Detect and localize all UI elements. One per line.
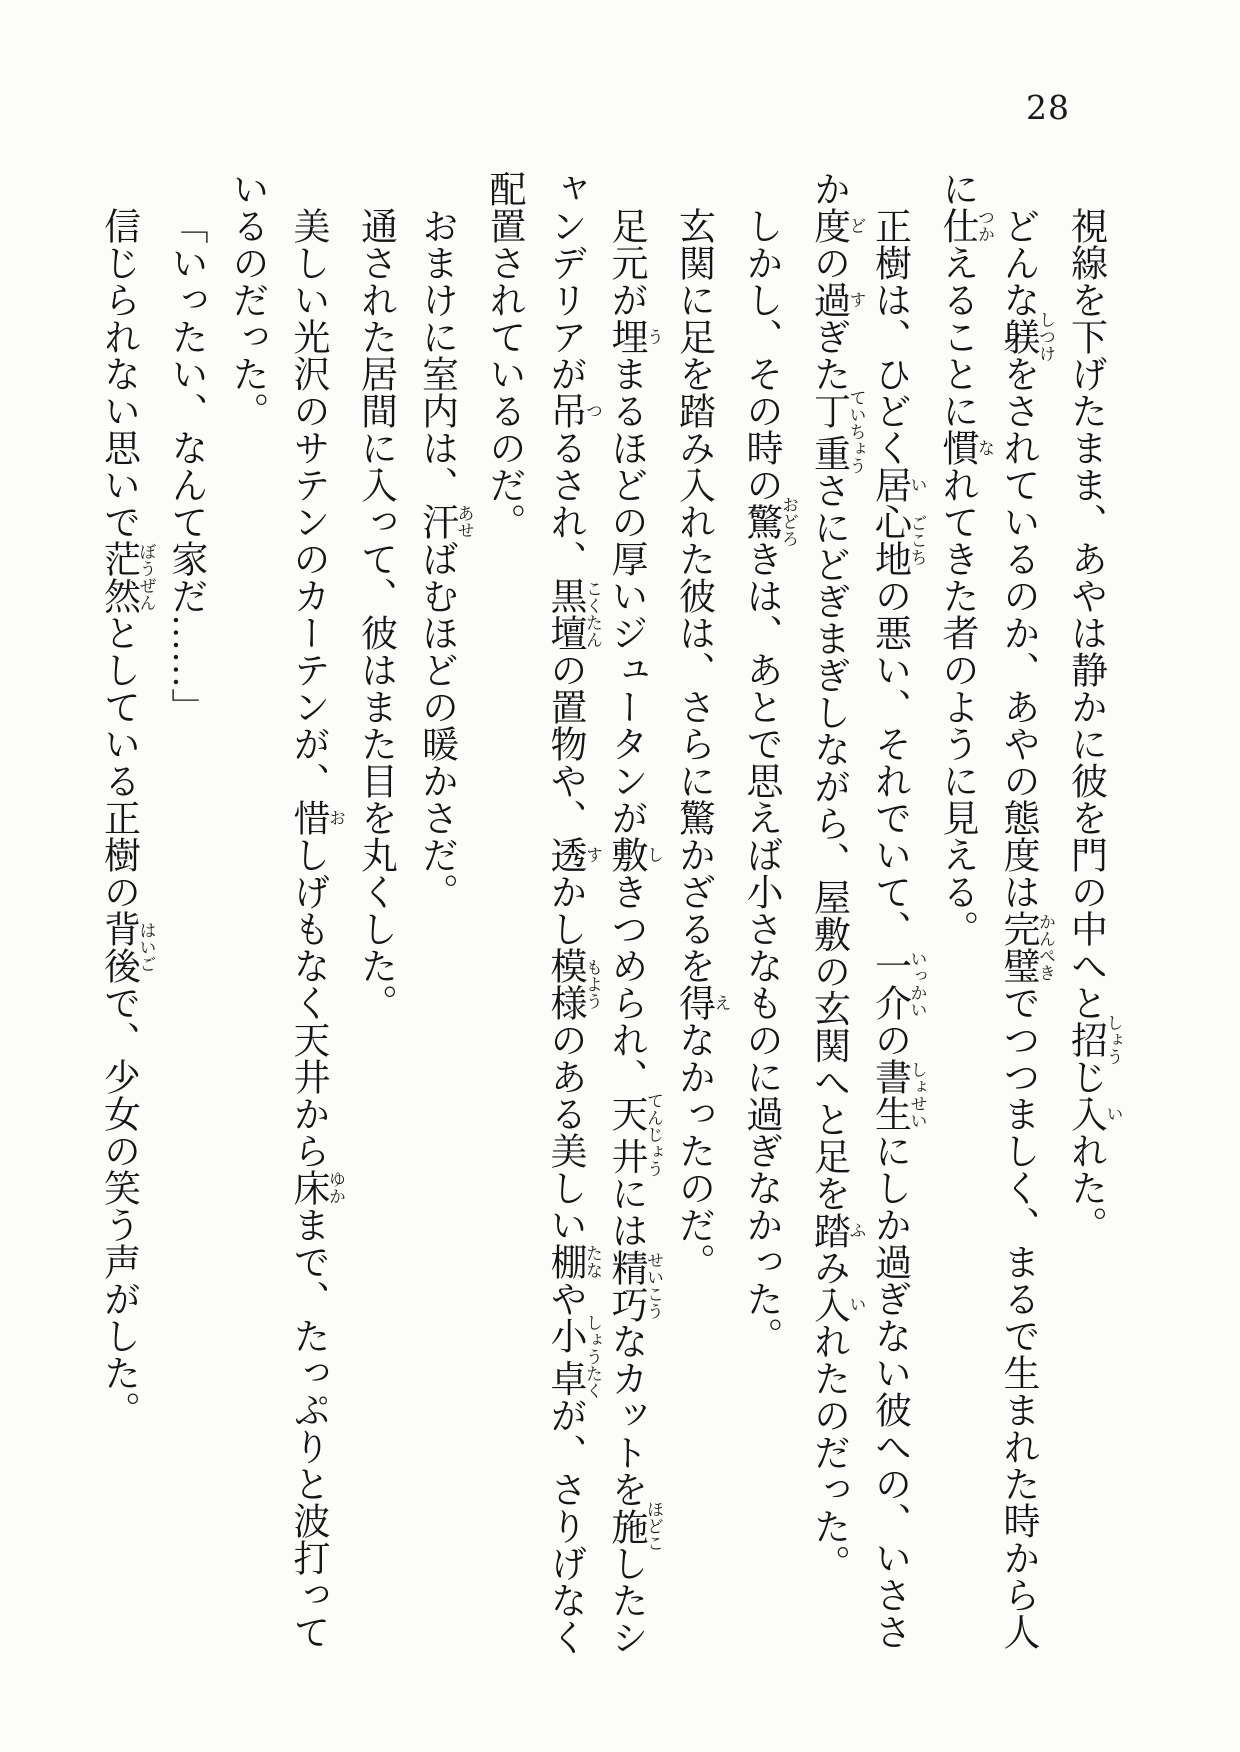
word-with-furigana: 居い <box>868 466 927 503</box>
furigana: ほどこ <box>644 1500 663 1552</box>
paragraph <box>798 170 927 1680</box>
paragraph <box>663 170 731 1680</box>
paragraph <box>406 170 474 1680</box>
text-run: で、少女の笑う声がした。 <box>97 984 139 1428</box>
word-with-furigana: 入い <box>1064 1095 1123 1132</box>
text-run: 正樹は、ひどく <box>868 207 910 466</box>
furigana: ぼうぜん <box>136 540 156 614</box>
furigana: せいこう <box>644 1248 663 1323</box>
furigana: ど <box>846 207 866 244</box>
word-with-furigana: 背後はいご <box>97 910 156 984</box>
furigana: し <box>644 836 663 873</box>
word-with-furigana: 小卓しょうたく <box>544 1314 602 1400</box>
text-run: えることに <box>936 244 977 429</box>
text-run: おまけに室内は、 <box>415 207 457 503</box>
furigana: しつけ <box>1036 311 1055 362</box>
furigana: しょうたく <box>583 1314 602 1400</box>
paragraph <box>926 170 1055 1680</box>
paragraph <box>1055 170 1123 1680</box>
furigana: い <box>846 1285 866 1323</box>
furigana: しょせい <box>907 1058 927 1132</box>
word-with-furigana: 敷し <box>605 836 663 873</box>
text-run: のある美しい <box>544 1021 585 1243</box>
word-with-furigana: 精巧せいこう <box>605 1248 663 1323</box>
text-run: 玄関に足を踏み入れた彼は、さらに驚かざるを <box>672 207 714 984</box>
furigana: ていちょう <box>846 389 866 475</box>
furigana: おどろ <box>779 496 798 547</box>
furigana: ごこち <box>907 503 927 577</box>
text-run: かし <box>544 873 585 947</box>
word-with-furigana: 模様もよう <box>544 947 602 1021</box>
paragraph <box>345 170 406 1680</box>
text-run: ぎた <box>807 318 849 392</box>
furigana: しょう <box>1103 1014 1123 1065</box>
word-with-furigana: 茫然ぼうぜん <box>97 540 156 614</box>
text-run: きつめられ、 <box>605 873 646 1095</box>
furigana: つか <box>975 207 994 244</box>
text-run: 通された居間に入って、彼はまた目を丸くした。 <box>354 207 396 1021</box>
word-with-furigana: 床ゆか <box>287 1169 345 1206</box>
text-run: るされ、 <box>544 429 585 577</box>
text-run: 足元が <box>605 207 646 318</box>
text-run: や <box>544 1280 585 1317</box>
word-with-furigana: 丁重ていちょう <box>807 389 866 475</box>
paragraph <box>216 170 345 1680</box>
word-with-furigana: 踏ふ <box>807 1211 866 1249</box>
word-with-furigana: 過す <box>807 281 866 318</box>
text-run: 視線を下げたまま、あやは静かに彼を門の中へと <box>1064 207 1106 1021</box>
word-with-furigana: 施ほどこ <box>605 1500 663 1552</box>
furigana: もよう <box>583 947 602 1021</box>
furigana: う <box>644 318 663 355</box>
word-with-furigana: 埋う <box>605 318 663 355</box>
word-with-furigana: 入い <box>807 1285 866 1323</box>
word-with-furigana: 一介いっかい <box>868 947 927 1021</box>
word-with-furigana: 吊つ <box>544 392 602 429</box>
text-run: まで、たっぷりと波打っているのだった。 <box>226 170 328 1650</box>
furigana: お <box>326 799 345 836</box>
furigana: はいご <box>136 910 156 984</box>
text-run: したシャンデリアが <box>544 170 646 1656</box>
text-run: れた。 <box>1064 1132 1106 1243</box>
word-with-furigana: 透す <box>544 836 602 873</box>
text-run: れたのだった。 <box>807 1322 849 1582</box>
text-run: としている正樹の <box>97 614 139 910</box>
furigana: い <box>1103 1095 1123 1132</box>
text-run: さにどぎまぎしながら、屋敷の玄関へと足を <box>807 471 849 1212</box>
word-with-furigana: 完璧かんぺき <box>997 910 1055 984</box>
furigana: え <box>711 984 731 1021</box>
text-run: にしか過ぎない彼への、いささか <box>807 170 910 1650</box>
furigana: ゆか <box>326 1169 345 1206</box>
text-run: ばむほどの暖かさだ。 <box>415 540 457 910</box>
furigana: す <box>846 281 866 318</box>
text-run: の <box>807 244 849 281</box>
text-run: じ <box>1064 1058 1106 1095</box>
text-run: み <box>807 1248 849 1286</box>
text-run: 美しい光沢のサテンのカーテンが、 <box>287 207 328 799</box>
text-run: なかったのだ。 <box>672 1021 714 1280</box>
text-run: の <box>868 1021 910 1058</box>
word-with-furigana: 招しょう <box>1064 1014 1123 1065</box>
furigana: こくたん <box>583 577 602 651</box>
text-run: しげもなく天井から <box>287 836 328 1169</box>
text-run: をされているのか、あやの態度は <box>997 355 1038 910</box>
word-with-furigana: 黒壇こくたん <box>544 577 602 651</box>
text-run: 信じられない思いで <box>97 207 139 540</box>
paragraph <box>88 170 156 1680</box>
paragraph <box>730 170 798 1680</box>
word-with-furigana: 度ど <box>807 207 866 244</box>
word-with-furigana: 書生しょせい <box>868 1058 927 1132</box>
paragraph <box>473 170 663 1680</box>
word-with-furigana: 躾しつけ <box>997 311 1055 362</box>
paragraph <box>155 170 216 1680</box>
text-run: の置物や、 <box>544 651 585 836</box>
furigana: つ <box>583 392 602 429</box>
text-run: れてきた者のように見える。 <box>936 466 977 947</box>
text-run: なカットを <box>605 1322 646 1508</box>
word-with-furigana: 心地ごこち <box>868 503 927 577</box>
word-with-furigana: 汗あせ <box>415 503 474 540</box>
word-with-furigana: 天井てんじょう <box>605 1092 663 1178</box>
word-with-furigana: 慣な <box>936 429 994 466</box>
word-with-furigana: 驚おどろ <box>740 496 798 547</box>
text-run: でつつましく、まるで生まれた時から人に <box>936 170 1038 1650</box>
furigana: かんぺき <box>1036 910 1055 984</box>
text-run: が、さりげなく配置されているのだ。 <box>483 170 585 1656</box>
text-run: 「いったい、なんて家だ……」 <box>165 207 206 725</box>
furigana: い <box>907 466 927 503</box>
text-run: どんな <box>997 207 1038 318</box>
furigana: たな <box>583 1243 602 1280</box>
word-with-furigana: 得え <box>672 984 731 1021</box>
text-run: には <box>605 1174 646 1249</box>
page-number: 28 <box>1026 88 1070 127</box>
furigana: てんじょう <box>644 1092 663 1178</box>
text-run: きは、あとで思えば小さなものに過ぎなかった。 <box>740 540 781 1354</box>
text-run: しかし、その時の <box>740 207 781 503</box>
furigana: な <box>975 429 994 466</box>
page-text <box>97 170 1123 1680</box>
furigana: ふ <box>846 1211 866 1249</box>
word-with-furigana: 棚たな <box>544 1243 602 1280</box>
word-with-furigana: 仕つか <box>936 207 994 244</box>
furigana: す <box>583 836 602 873</box>
furigana: いっかい <box>907 947 927 1021</box>
text-run: まるほどの厚いジュータンが <box>605 355 646 836</box>
furigana: あせ <box>454 503 474 540</box>
text-run: の悪い、それでいて、 <box>868 577 910 947</box>
word-with-furigana: 惜お <box>287 799 345 836</box>
